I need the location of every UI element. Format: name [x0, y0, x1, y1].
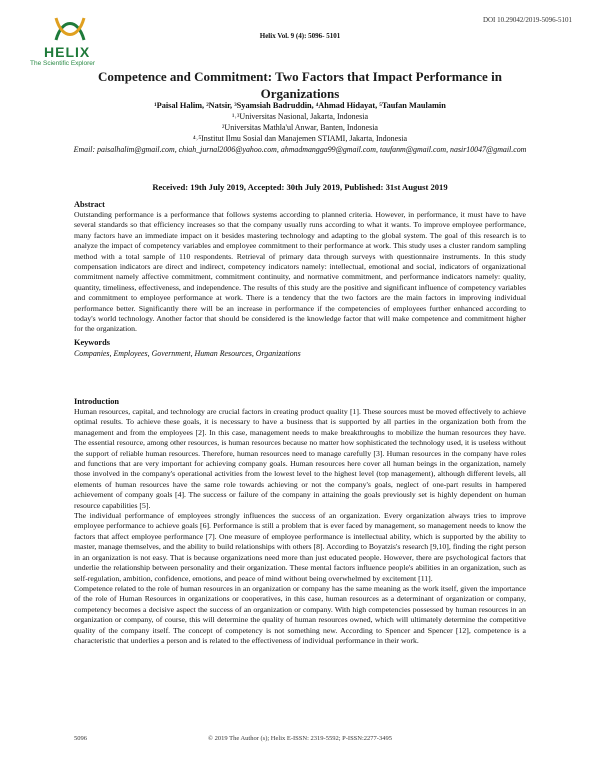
abstract-paragraph: Outstanding performance is a performance that follows systems according to planned criteria. However, in performance, it must have to have several standards so that efficiency increases so that the company usually runs according to what it wants. To improve employee performance, many factors have an immediate impact on it besides mastering technology and adapting to the global system. The goal of this research is to analyze the impact of competency variables and employee commitment to their performance at work. This study uses a cluster random sampling method with a total sample of 110 respondents. Retrieval of primary data through surveys with questionnaire instruments. In this study compensation indicators are direct and indirect, competency indicators namely: intellectual, emotional and social, indicators of organizational commitment namely affective commitment, commitment continuity, and normative commitment, and performance indicators namely: quality, quantity, timeliness, effectiveness, and independence. The results of this study are the positive and significant influence of competency variables and commitment to employee performance at work. There is a tendency that the two factors are the main factors in improving individual performance better. Significantly there will be an increase in performance if the competencies of employees further enhanced according to today's world technology. Another factor that should be considered is the knowledge factor that will make competence and commitment higher for the organization. [74, 210, 526, 334]
footer-copyright: © 2019 The Author (s); Helix E-ISSN: 2319-5592; P-ISSN:2277-3495 [208, 735, 392, 742]
keywords-heading: Keywords [74, 338, 110, 347]
paragraph: Human resources, capital, and technology are crucial factors in creating product quality [1]. These sources must be moved effectively to achieve optimal results. To achieve these goals, it is necessary to have a business that is supported by all parties in the organization both from the management and from the employees [2]. In this case, management needs to make breakthroughs to mobilize the human resources they have. The essential resource, among other resources, is human resources because no matter how sophisticated the technology used, it is useless without the support of reliable human resources. Therefore, human resources need to manage carefully [3]. Human resources in the company have roles and functions that are very important for achieving company goals. Human resources here cover all human beings in the organization, namely those involved in the company's operational activities from the lowest level to the highest level (top management), although different levels, all elements of human resources have the same role towards achieving or not the company's goals, neglect of one-part results in hampered achievement of company goals [4]. The success or failure of the company in attaining the goals previously set is highly dependent on human resource capabilities [5]. [74, 407, 526, 510]
paragraph: Competence related to the role of human resources in an organization or company has the same meaning as the work itself, given the importance of the role of Human Resources in organizations or cooperatives, in this case, human resources as a determinant of organization or company, competency becomes a decisive aspect the success of an organization or company. With high competencies possessed by human resources in an organization or company, of course, this will determine the quality of human resources owned, which will ultimately determine the competitive quality of the company itself. The concept of competency is not something new. According to Spencer and Spencer [12], competence is a characteristic that underlies a person and is related to the effectiveness of individual performance in their work. [74, 583, 526, 645]
abstract-heading: Abstract [74, 200, 105, 209]
affiliation: ²Universitas Mathla'ul Anwar, Banten, Indonesia [222, 123, 378, 132]
received-dates: Received: 19th July 2019, Accepted: 30th July 2019, Published: 31st August 2019 [152, 182, 448, 192]
affiliation: ¹˒³Universitas Nasional, Jakarta, Indonesia [231, 112, 369, 121]
author-list: ¹Paisal Halim, ²Natsir, ³Syamsiah Badruddin, ⁴Ahmad Hidayat, ⁵Taufan Maulamin [154, 101, 446, 110]
paragraph: The individual performance of employees strongly influences the success of an organization. Every organization always tries to improve employee performance to achieve goals [6]. Performance is still a problem that is ever faced by management, so management needs to know the factors that affect employee performance [7]. One measure of employee performance is intellectual ability, which is supported by the ability to master, manage themselves, and the ability to build relationships with others [8]. According to Boyatzis's research [9,10], finding the right person in an organization is not easy. That is because organizations need more than just educated people. However, there are psychological factors that underlie the relationship between personality and their organization. These mental factors influence people's abilities in an organization, such as self-regulation, ambition, confidence, emotions, and peace of mind without being overwhelmed by excitement [11]. [74, 511, 526, 583]
page-number: 5096 [74, 735, 87, 742]
affiliation: ⁴˒⁵Institut Ilmu Sosial dan Manajemen STIAMI, Jakarta, Indonesia [192, 134, 408, 143]
paper-title: Competence and Commitment: Two Factors that Impact Performance in Organizations [98, 69, 502, 101]
page-footer [0, 735, 600, 745]
author-emails: Email: paisalhalim@gmail.com, chiah_jurnal2006@yahoo.com, ahmadmangga99@gmail.com, taufanm@gmail.com, nasir10047@gmail.com [73, 145, 527, 154]
keywords-list: Companies, Employees, Government, Human Resources, Organizations [74, 349, 301, 358]
logo-name: HELIX [44, 44, 91, 60]
doi: DOI 10.29042/2019-5096-5101 [482, 16, 572, 24]
introduction-heading: Introduction [74, 397, 120, 406]
journal-logo [30, 14, 110, 70]
introduction-body [74, 407, 526, 646]
volume-line: Helix Vol. 9 (4): 5096- 5101 [259, 32, 341, 40]
logo-tagline: The Scientific Explorer [30, 60, 96, 67]
abstract-text [74, 210, 526, 335]
